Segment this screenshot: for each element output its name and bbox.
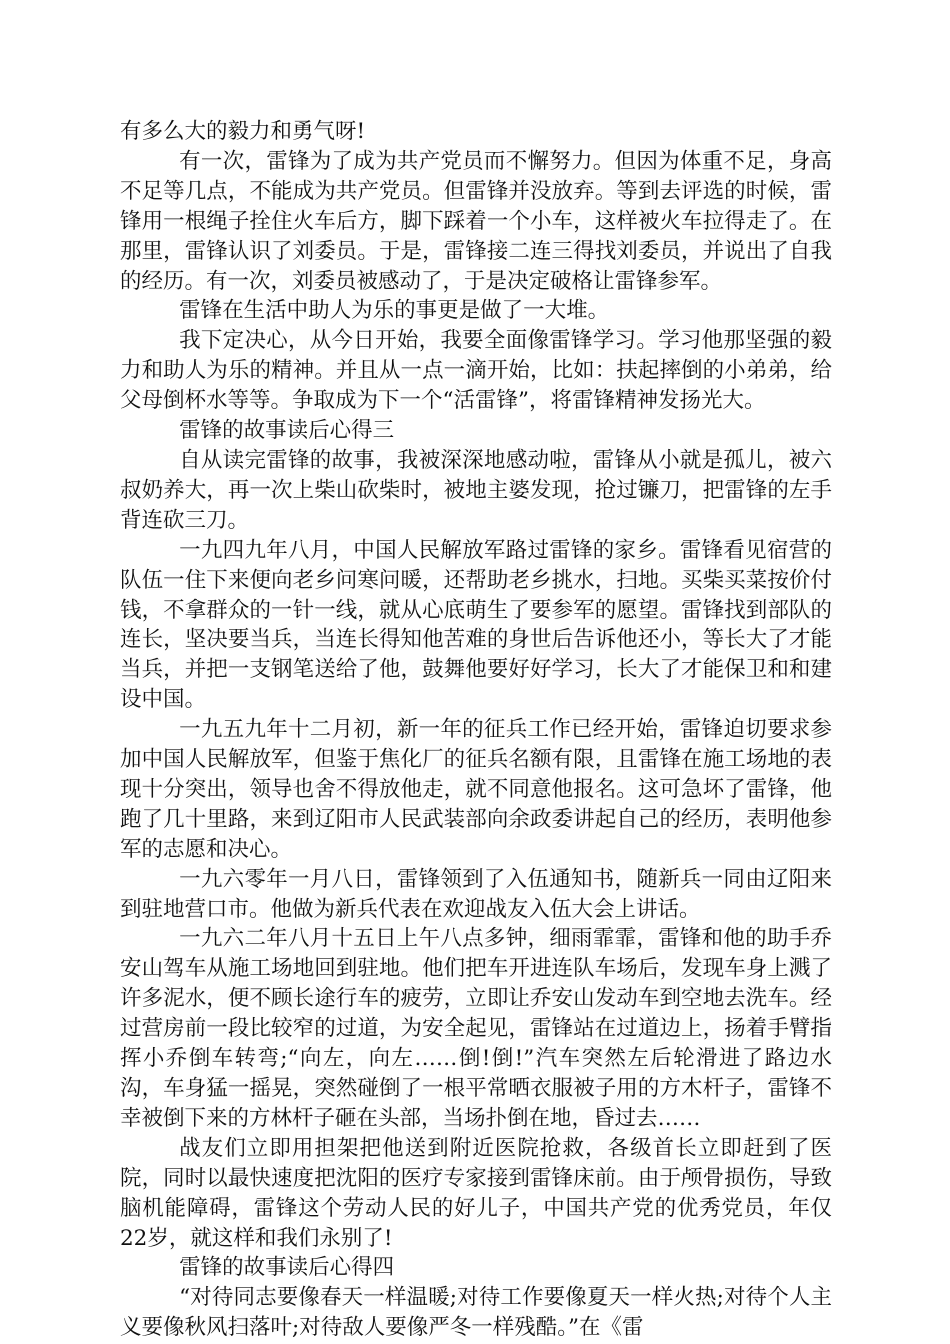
body-paragraph: 我下定决心，从今日开始，我要全面像雷锋学习。学习他那坚强的毅力和助人为乐的精神。并且从一点一滴开始，比如：扶起摔倒的小弟弟，给父母倒杯水等等。争取成为下一个“活雷锋”，将雷锋精神发扬光大。 [120,328,832,414]
body-paragraph: 雷锋在生活中助人为乐的事更是做了一大堆。 [179,298,610,324]
body-paragraph: 一九五九年十二月初，新一年的征兵工作已经开始，雷锋迫切要求参加中国人民解放军，但鉴于焦化厂的征兵名额有限，且雷锋在施工场地的表现十分突出，领导也舍不得放他走，就不同意他报名。这可急坏了雷锋，他跑了几十里路，来到辽阳市人民武装部向余政委讲起自己的经历，表明他参军的志愿和决心。 [120,717,832,862]
body-paragraph: 一九四九年八月，中国人民解放军路过雷锋的家乡。雷锋看见宿营的队伍一住下来便向老乡问寒问暖，还帮助老乡挑水，扫地。买柴买菜按价付钱，不拿群众的一针一线，就从心底萌生了要参军的愿望。雷锋找到部队的连长，坚决要当兵，当连长得知他苦难的身世后告诉他还小，等长大了才能当兵，并把一支钢笔送给了他，鼓舞他要好好学习，长大了才能保卫和和建设中国。 [120,537,832,713]
body-paragraph: 战友们立即用担架把他送到附近医院抢救，各级首长立即赶到了医院，同时以最快速度把沈阳的医疗专家接到雷锋床前。由于颅骨损伤，导致脑机能障碍，雷锋这个劳动人民的好儿子，中国共产党的优秀党员，年仅22岁，就这样和我们永别了! [120,1135,832,1251]
body-paragraph: 一九六二年八月十五日上午八点多钟，细雨霏霏，雷锋和他的助手乔安山驾车从施工场地回到驻地。他们把车开进连队车场后，发现车身上溅了许多泥水，便不顾长途行车的疲劳，立即让乔安山发动车到空地去洗车。经过营房前一段比较窄的过道，为安全起见，雷锋站在过道边上，扬着手臂指挥小乔倒车转弯;“向左，向左……倒!倒!”汽车突然左后轮滑进了路边水沟，车身猛一摇晃，突然碰倒了一根平常晒衣服被子用的方木杆子，雷锋不幸被倒下来的方林杆子砸在头部，当场扑倒在地，昏过去…… [120,926,832,1131]
section-heading: 雷锋的故事读后心得三 [179,418,395,444]
document-body [120,117,832,1343]
body-paragraph: 有多么大的毅力和勇气呀! [120,119,366,144]
section-heading: 雷锋的故事读后心得四 [179,1255,395,1281]
body-paragraph: 一九六零年一月八日，雷锋领到了入伍通知书，随新兵一同由辽阳来到驻地营口市。他做为新兵代表在欢迎战友入伍大会上讲话。 [120,866,832,922]
body-paragraph: “对待同志要像春天一样温暖;对待工作要像夏天一样火热;对待个人主义要像秋风扫落叶;对待敌人要像严冬一样残酷。”在《雷 [120,1285,832,1341]
body-paragraph: 有一次，雷锋为了成为共产党员而不懈努力。但因为体重不足，身高不足等几点，不能成为共产党员。但雷锋并没放弃。等到去评选的时候，雷锋用一根绳子拴住火车后方，脚下踩着一个小车，这样被火车拉得走了。在那里，雷锋认识了刘委员。于是，雷锋接二连三得找刘委员，并说出了自我的经历。有一次，刘委员被感动了，于是决定破格让雷锋参军。 [120,148,832,294]
body-paragraph: 自从读完雷锋的故事，我被深深地感动啦，雷锋从小就是孤儿，被六叔奶养大，再一次上柴山砍柴时，被地主婆发现，抢过镰刀，把雷锋的左手背连砍三刀。 [120,447,832,533]
